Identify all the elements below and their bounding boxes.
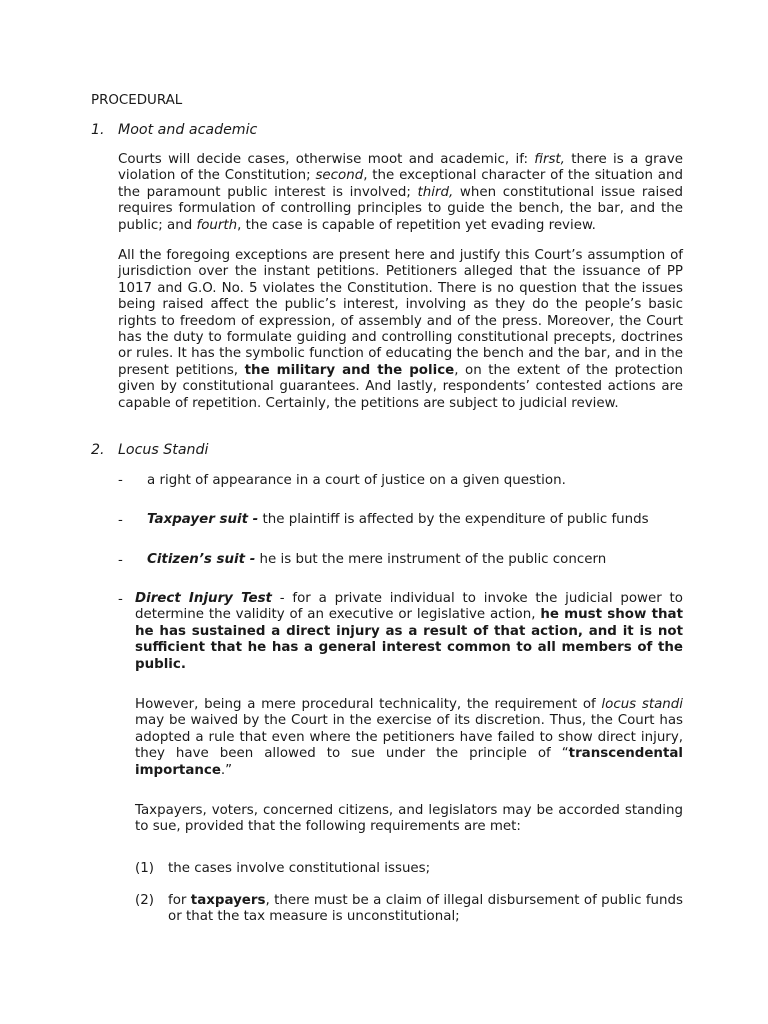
section-2-title: Locus Standi bbox=[118, 442, 209, 458]
bullet-3-term: Citizen’s suit - bbox=[147, 552, 256, 567]
text-run: , the exceptional character of the situation and the paramount public interest is involved; bbox=[118, 168, 683, 200]
text-run: Courts will decide cases, otherwise moot and academic, if: bbox=[118, 152, 535, 167]
text-run: may be waived by the Court in the exercise of its discretion. Thus, the Court has adopted a rule that even where the petitioners have failed to show direct injury, they have been allowed to sue under the principle of “ bbox=[135, 713, 683, 762]
bullet-1-text: a right of appearance in a court of justice on a given question. bbox=[147, 473, 566, 488]
requirement-2-text bbox=[168, 893, 683, 926]
text-run-italic: first, bbox=[534, 152, 565, 167]
section-2-paragraph-waiver bbox=[135, 697, 683, 779]
bullet-4-term: Direct Injury Test bbox=[135, 591, 272, 606]
text-run: All the foregoing exceptions are present here and justify this Court’s assumption of jurisdiction over the instant petitions. Petitioners alleged that the issuance of PP 1017 and G.O. No. 5 violates the Constitution. There is no question that the issues being raised affect the public’s interest, involving as they do the people’s basic rights to freedom of expression, of assembly and of the press. Moreover, the Court has the duty to formulate guiding and controlling constitutional precepts, doctrines or rules. It has the symbolic function of educating the bench and the bar, and in the present petitions, bbox=[118, 248, 683, 378]
text-run-italic: locus standi bbox=[601, 697, 683, 712]
bullet-4-bold: he must show that he has sustained a direct injury as a result of that action, and it is not sufficient that he has a general interest common to all members of the public. bbox=[135, 607, 683, 672]
bullet-3 bbox=[147, 552, 687, 568]
text-run-italic: fourth bbox=[196, 217, 238, 233]
bullet-2-text: the plaintiff is affected by the expenditure of public funds bbox=[258, 512, 649, 527]
bullet-2 bbox=[147, 512, 687, 528]
text-run-bold: transcendental importance bbox=[135, 746, 683, 778]
bullet-dash: - bbox=[118, 553, 123, 568]
section-1-paragraph-1 bbox=[118, 152, 683, 234]
bullet-dash: - bbox=[118, 592, 123, 607]
bullet-4 bbox=[135, 591, 683, 673]
bullet-dash: - bbox=[118, 473, 123, 488]
page-heading: PROCEDURAL bbox=[91, 93, 183, 108]
text-run: , on the extent of the protection given by constitutional guarantees. And lastly, respondents’ contested actions are capable of repetition. Certainly, the petitions are subject to judicial review. bbox=[118, 362, 683, 411]
text-run: , there must be a claim of illegal disbursement of public funds or that the tax measure is unconstitutional; bbox=[168, 893, 684, 925]
section-2-number: 2. bbox=[91, 442, 105, 458]
section-1-title: Moot and academic bbox=[118, 122, 258, 138]
text-run: when constitutional issue raised requires formulation of controlling principles to guide the bench, the bar, and the public; and bbox=[118, 184, 683, 233]
text-run-bold: the military and the police bbox=[244, 362, 455, 378]
text-run-bold: taxpayers bbox=[190, 893, 266, 908]
text-run-italic: third, bbox=[417, 184, 454, 200]
bullet-3-text: he is but the mere instrument of the public concern bbox=[255, 552, 607, 567]
requirement-1-number: (1) bbox=[135, 861, 154, 876]
text-run: there is a grave violation of the Constitution; bbox=[118, 152, 683, 184]
section-1-paragraph-2 bbox=[118, 248, 683, 412]
text-run: for bbox=[168, 893, 191, 908]
text-run: However, being a mere procedural technicality, the requirement of bbox=[135, 697, 602, 712]
bullet-dash: - bbox=[118, 513, 123, 528]
bullet-2-term: Taxpayer suit - bbox=[147, 512, 259, 527]
section-2-paragraph-standing: Taxpayers, voters, concerned citizens, and legislators may be accorded standing to sue, provided that the following requirements are met: bbox=[135, 803, 683, 835]
bullet-4-text: - for a private individual to invoke the judicial power to determine the validity of an executive or legislative action, bbox=[135, 591, 683, 623]
text-run-italic: second bbox=[315, 168, 364, 184]
text-run: , the case is capable of repetition yet evading review. bbox=[237, 217, 596, 233]
requirement-1-text: the cases involve constitutional issues; bbox=[168, 861, 431, 876]
section-1-number: 1. bbox=[91, 122, 105, 138]
requirement-2-number: (2) bbox=[135, 893, 154, 908]
text-run: .” bbox=[220, 762, 233, 778]
